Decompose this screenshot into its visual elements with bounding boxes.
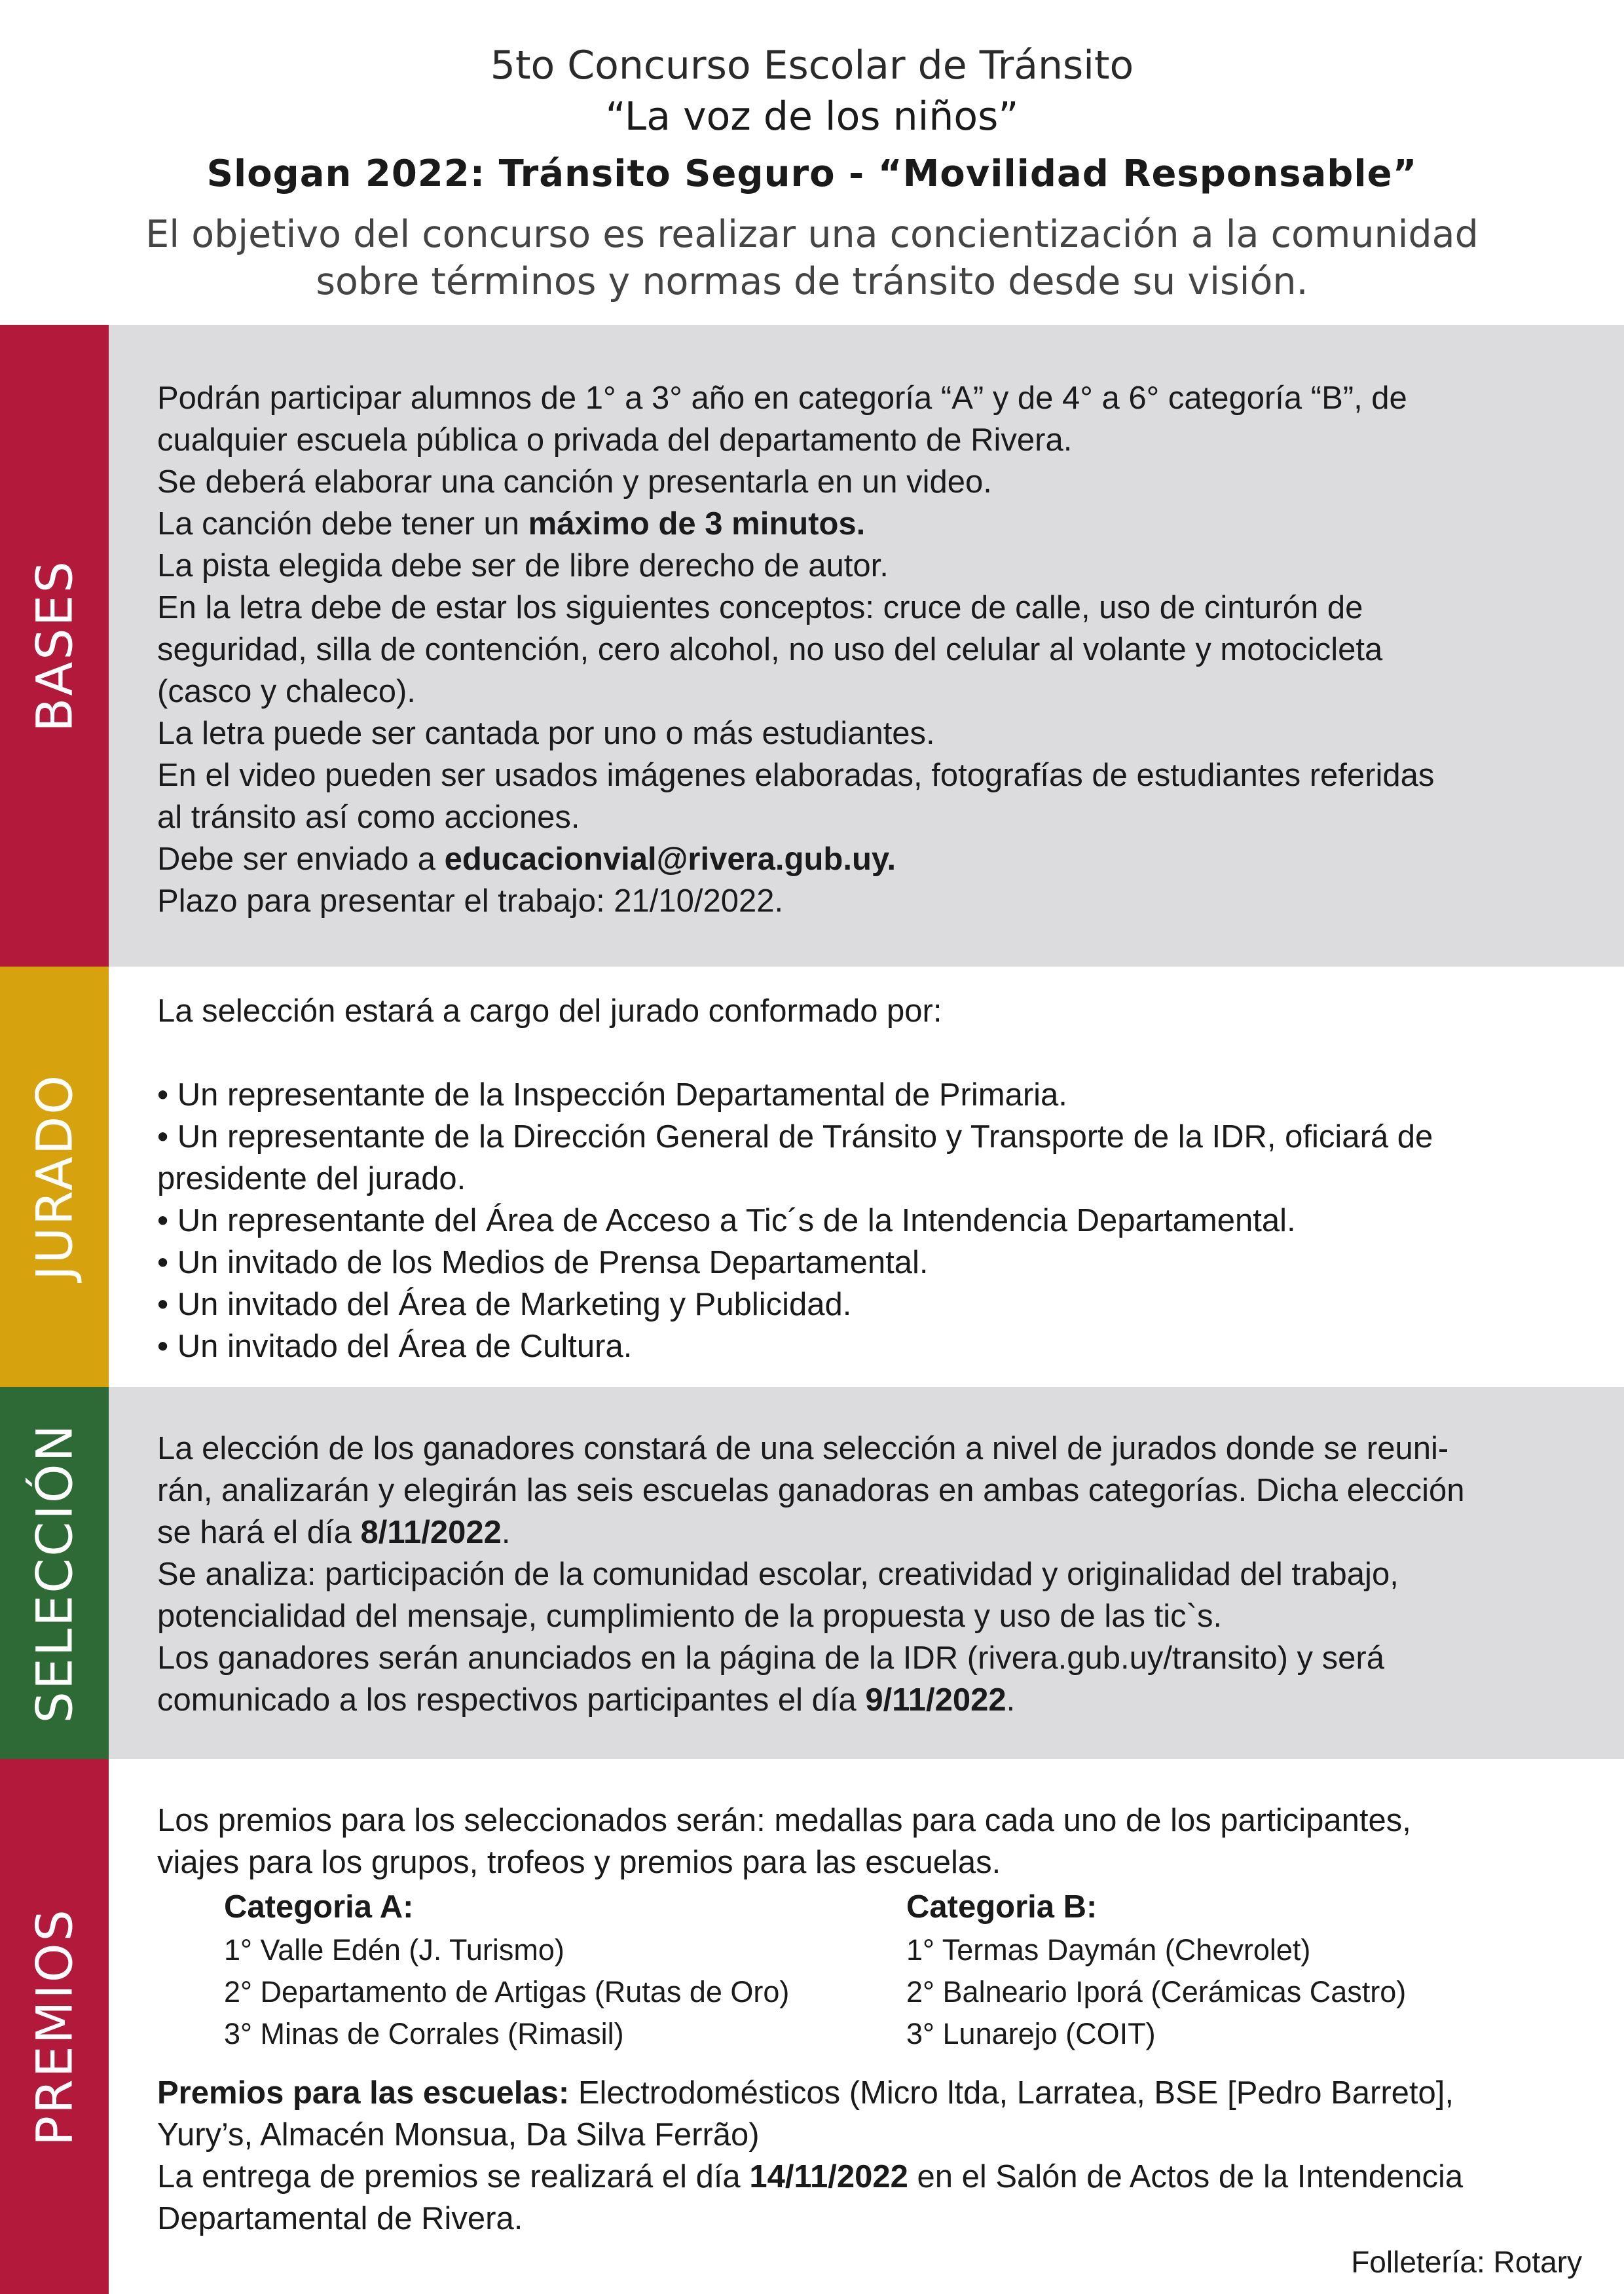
escuelas-label: Premios para las escuelas: bbox=[157, 2075, 570, 2111]
seleccion-line-part: comunicado a los respectivos participantes el día bbox=[157, 1682, 866, 1718]
bases-line: La pista elegida debe ser de libre derecho de autor. bbox=[157, 548, 889, 583]
seleccion-line bbox=[157, 1679, 1585, 1721]
premios-label: PREMIOS bbox=[25, 1907, 84, 2146]
slogan: Slogan 2022: Tránsito Seguro - “Movilidad Responsable” bbox=[206, 153, 1418, 195]
bases-line-part: La canción debe tener un bbox=[157, 506, 528, 542]
category-a bbox=[224, 1886, 789, 2055]
jurado-member: • Un invitado del Área de Marketing y Publicidad. bbox=[157, 1287, 852, 1322]
objective-line-1: El objetivo del concurso es realizar una concientización a la comunidad bbox=[145, 213, 1479, 256]
max-duration: máximo de 3 minutos. bbox=[528, 506, 866, 542]
entrega-part: en el Salón de Actos de la Intendencia bbox=[908, 2159, 1464, 2194]
category-b-item: 2° Balneario Iporá (Cerámicas Castro) bbox=[906, 1975, 1407, 2008]
jurado-label: JURADO bbox=[25, 1073, 84, 1281]
award-date: 14/11/2022 bbox=[749, 2159, 908, 2194]
entrega-line bbox=[157, 2156, 1585, 2198]
seleccion-text bbox=[157, 1428, 1585, 1721]
section-seleccion bbox=[0, 1387, 1624, 1759]
bases-line-part: Debe ser enviado a bbox=[157, 842, 445, 877]
selection-date: 8/11/2022 bbox=[360, 1515, 502, 1550]
category-b-item: 3° Lunarejo (COIT) bbox=[906, 2017, 1156, 2050]
category-b-item: 1° Termas Daymán (Chevrolet) bbox=[906, 1933, 1311, 1967]
category-a-item: 1° Valle Edén (J. Turismo) bbox=[224, 1933, 564, 1967]
bases-line: Podrán participar alumnos de 1° a 3° año en categoría “A” y de 4° a 6° categoría “B”, de bbox=[157, 380, 1407, 416]
bases-line bbox=[157, 838, 1585, 880]
seleccion-line: rán, analizarán y elegirán las seis escuelas ganadoras en ambas categorías. Dicha elección bbox=[157, 1473, 1465, 1508]
bases-text bbox=[157, 377, 1585, 922]
escuelas-text-cont: Yury’s, Almacén Monsua, Da Silva Ferrão) bbox=[157, 2117, 760, 2153]
objective bbox=[0, 211, 1624, 305]
bases-line bbox=[157, 503, 1585, 545]
spacer bbox=[157, 1032, 1585, 1074]
seleccion-line-part: . bbox=[1006, 1682, 1016, 1718]
premios-line: viajes para los grupos, trofeos y premios para las escuelas. bbox=[157, 1845, 1001, 1880]
contest-title: 5to Concurso Escolar de Tránsito bbox=[490, 43, 1134, 88]
bases-line: En la letra debe de estar los siguientes conceptos: cruce de calle, uso de cinturón de bbox=[157, 590, 1363, 625]
seleccion-line-part: . bbox=[501, 1515, 511, 1550]
category-a-item: 2° Departamento de Artigas (Rutas de Oro) bbox=[224, 1975, 790, 2008]
seleccion-line: potencialidad del mensaje, cumplimiento de la propuesta y uso de las tic`s. bbox=[157, 1599, 1223, 1634]
premios-intro bbox=[157, 1800, 1585, 1883]
category-a-item: 3° Minas de Corrales (Rimasil) bbox=[224, 2017, 624, 2050]
bases-line: En el video pueden ser usados imágenes elaboradas, fotografías de estudiantes referidas bbox=[157, 758, 1435, 793]
category-b-title: Categoria B: bbox=[906, 1889, 1098, 1925]
premios-side-bar bbox=[0, 1759, 109, 2294]
seleccion-line: Se analiza: participación de la comunidad escolar, creatividad y originalidad del trabajo, bbox=[157, 1557, 1399, 1592]
bases-label: BASES bbox=[25, 559, 84, 732]
jurado-member: • Un representante de la Inspección Departamental de Primaria. bbox=[157, 1077, 1067, 1113]
jurado-member: • Un invitado del Área de Cultura. bbox=[157, 1329, 633, 1364]
seleccion-label: SELECCIÓN bbox=[25, 1422, 84, 1724]
bases-line: (casco y chaleco). bbox=[157, 674, 416, 709]
objective-line-2: sobre términos y normas de tránsito desde su visión. bbox=[316, 260, 1308, 303]
entrega-line-cont: Departamental de Rivera. bbox=[157, 2201, 523, 2236]
seleccion-line bbox=[157, 1511, 1585, 1553]
contest-name: “La voz de los niños” bbox=[605, 94, 1019, 139]
seleccion-line: Los ganadores serán anunciados en la página de la IDR (rivera.gub.uy/transito) y será bbox=[157, 1640, 1384, 1676]
seleccion-line: La elección de los ganadores constará de una selección a nivel de jurados donde se reuni- bbox=[157, 1431, 1449, 1466]
jurado-side-bar bbox=[0, 967, 109, 1387]
bases-line: cualquier escuela pública o privada del departamento de Rivera. bbox=[157, 422, 1073, 458]
section-jurado bbox=[0, 967, 1624, 1387]
seleccion-line-part: se hará el día bbox=[157, 1515, 361, 1550]
jurado-text bbox=[157, 990, 1585, 1367]
announcement-date: 9/11/2022 bbox=[865, 1682, 1006, 1718]
jurado-member: • Un representante de la Dirección General de Tránsito y Transporte de la IDR, oficiará de bbox=[157, 1119, 1433, 1155]
jurado-member: • Un invitado de los Medios de Prensa Departamental. bbox=[157, 1245, 929, 1280]
category-b bbox=[906, 1886, 1406, 2055]
bases-side-bar bbox=[0, 325, 109, 967]
header bbox=[0, 0, 1624, 324]
category-a-title: Categoria A: bbox=[224, 1889, 414, 1925]
bases-line: La letra puede ser cantada por uno o más estudiantes. bbox=[157, 716, 935, 751]
deadline: Plazo para presentar el trabajo: 21/10/2022. bbox=[157, 883, 784, 919]
submission-email: educacionvial@rivera.gub.uy. bbox=[444, 842, 896, 877]
escuelas-text: Electrodomésticos (Micro ltda, Larratea, BSE [Pedro Barreto], bbox=[569, 2075, 1454, 2111]
section-bases bbox=[0, 325, 1624, 967]
premios-line: Los premios para los seleccionados serán: medallas para cada uno de los participantes, bbox=[157, 1803, 1411, 1838]
bases-line: Se deberá elaborar una canción y presentarla en un video. bbox=[157, 464, 992, 500]
entrega-part: La entrega de premios se realizará el día bbox=[157, 2159, 750, 2194]
footer-credit: Folletería: Rotary bbox=[1351, 2245, 1582, 2279]
section-premios bbox=[0, 1759, 1624, 2294]
bases-line: seguridad, silla de contención, cero alcohol, no uso del celular al volante y motocicleta bbox=[157, 632, 1383, 667]
escuelas-line bbox=[157, 2072, 1585, 2114]
jurado-member-cont: presidente del jurado. bbox=[157, 1161, 466, 1196]
jurado-intro: La selección estará a cargo del jurado conformado por: bbox=[157, 993, 942, 1029]
jurado-member: • Un representante del Área de Acceso a Tic´s de la Intendencia Departamental. bbox=[157, 1203, 1296, 1238]
bases-line: al tránsito así como acciones. bbox=[157, 800, 580, 835]
seleccion-side-bar bbox=[0, 1387, 109, 1759]
premios-escuelas bbox=[157, 2072, 1585, 2240]
